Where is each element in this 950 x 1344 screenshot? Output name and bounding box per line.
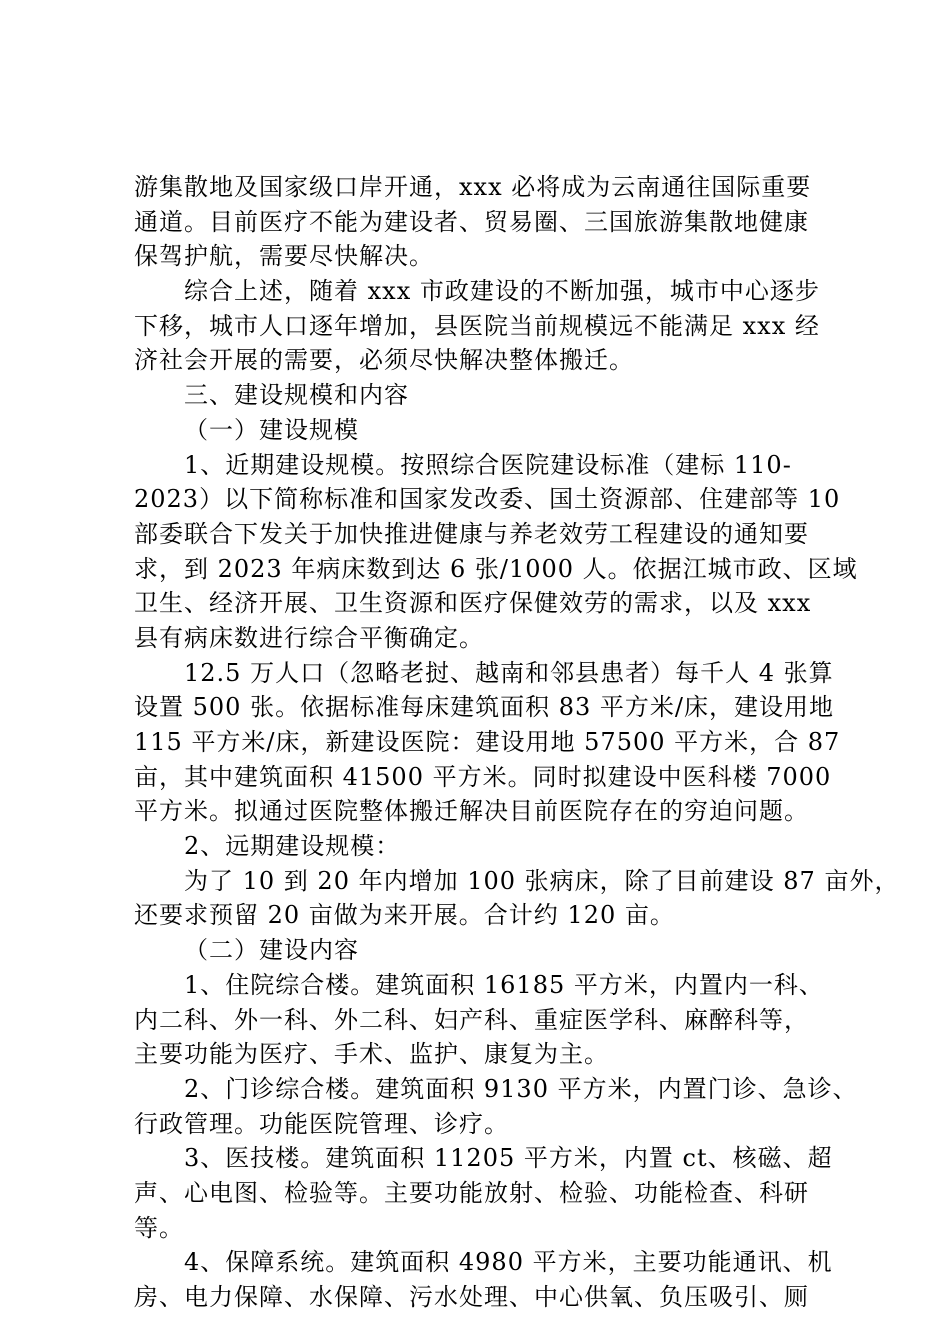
subsection-heading: （二）建设内容 bbox=[184, 936, 359, 965]
paragraph-first-line: 3、医技楼。建筑面积 11205 平方米，内置 ct、核磁、超 bbox=[184, 1144, 833, 1173]
text-line: 通道。目前医疗不能为建设者、贸易圈、三国旅游集散地健康 bbox=[134, 207, 809, 236]
text-line: 声、心电图、检验等。主要功能放射、检验、功能检查、科研 bbox=[134, 1178, 809, 1207]
text-line: 房、电力保障、水保障、污水处理、中心供氧、负压吸引、厕 bbox=[134, 1283, 809, 1311]
document-body bbox=[134, 170, 900, 1315]
section-heading: 三、建设规模和内容 bbox=[184, 381, 409, 410]
text-line: 还要求预留 20 亩做为来开展。合计约 120 亩。 bbox=[134, 901, 675, 930]
paragraph-first-line: 12.5 万人口（忽略老挝、越南和邻县患者）每千人 4 张算 bbox=[184, 658, 834, 687]
text-line: 主要功能为医疗、手术、监护、康复为主。 bbox=[134, 1040, 609, 1069]
text-line: 亩，其中建筑面积 41500 平方米。同时拟建设中医科楼 7000 bbox=[134, 762, 832, 791]
paragraph-first-line: 为了 10 到 20 年内增加 100 张病床，除了目前建设 87 亩外， bbox=[184, 866, 900, 895]
paragraph-first-line: 4、保障系统。建筑面积 4980 平方米，主要功能通讯、机 bbox=[184, 1248, 833, 1277]
text-line: 游集散地及国家级口岸开通，xxx 必将成为云南通往国际重要 bbox=[134, 173, 812, 201]
text-line: 平方米。拟通过医院整体搬迁解决目前医院存在的穷迫问题。 bbox=[134, 797, 809, 826]
text-line: 设置 500 张。依据标准每床建筑面积 83 平方米/床，建设用地 bbox=[134, 693, 834, 722]
paragraph-first-line: 2、门诊综合楼。建筑面积 9130 平方米，内置门诊、急诊、 bbox=[184, 1074, 858, 1103]
paragraph-first-line: 2、远期建设规模： bbox=[184, 832, 401, 861]
text-line: 保驾护航，需要尽快解决。 bbox=[134, 242, 434, 271]
subsection-heading: （一）建设规模 bbox=[184, 415, 359, 444]
text-line: 求，到 2023 年病床数到达 6 张/1000 人。依据江城市政、区域 bbox=[134, 554, 858, 583]
paragraph-first-line: 综合上述，随着 xxx 市政建设的不断加强，城市中心逐步 bbox=[184, 277, 820, 306]
paragraph-first-line: 1、住院综合楼。建筑面积 16185 平方米，内置内一科、 bbox=[184, 970, 824, 999]
text-line: 济社会开展的需要，必须尽快解决整体搬迁。 bbox=[134, 346, 634, 375]
text-line: 部委联合下发关于加快推进健康与养老效劳工程建设的通知要 bbox=[134, 519, 809, 548]
text-line: 2023）以下简称标准和国家发改委、国土资源部、住建部等 10 bbox=[134, 485, 841, 514]
text-line: 行政管理。功能医院管理、诊疗。 bbox=[134, 1109, 509, 1138]
text-line: 县有病床数进行综合平衡确定。 bbox=[134, 623, 484, 652]
text-line: 下移，城市人口逐年增加，县医院当前规模远不能满足 xxx 经 bbox=[134, 311, 820, 340]
text-line: 内二科、外一科、外二科、妇产科、重症医学科、麻醉科等， bbox=[134, 1005, 809, 1034]
paragraph-first-line: 1、近期建设规模。按照综合医院建设标准（建标 110- bbox=[184, 450, 792, 479]
text-line: 等。 bbox=[134, 1213, 184, 1242]
text-line: 卫生、经济开展、卫生资源和医疗保健效劳的需求，以及 xxx bbox=[134, 589, 812, 618]
text-line: 115 平方米/床，新建设医院：建设用地 57500 平方米，合 87 bbox=[134, 728, 841, 756]
